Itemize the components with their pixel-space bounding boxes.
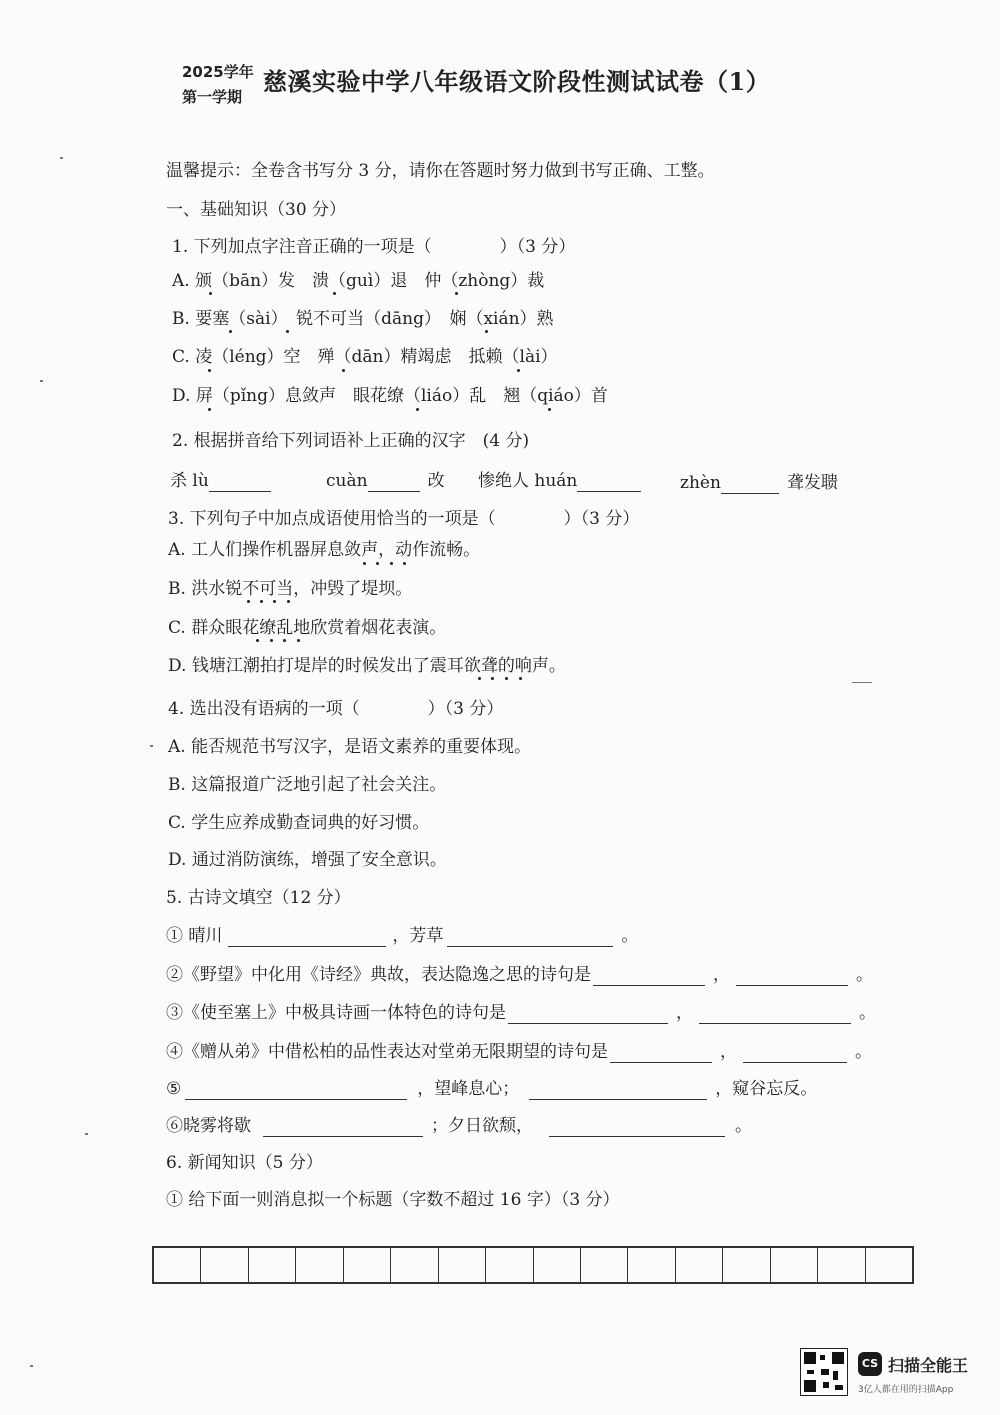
grid-cell[interactable] — [439, 1248, 486, 1282]
poem-blank[interactable] — [529, 1081, 707, 1100]
emphasis-dot — [287, 600, 290, 603]
qr-code-icon — [800, 1348, 848, 1396]
poem-blank[interactable] — [185, 1081, 407, 1100]
poem-line-3-mid: ， — [676, 1003, 693, 1023]
page-title: 慈溪实验中学八年级语文阶段性测试试卷（1） — [263, 67, 771, 96]
emphasis-dot — [403, 562, 406, 565]
question-6-stem: 6. 新闻知识（5 分） — [166, 1153, 323, 1173]
emphasis-dot — [208, 408, 211, 411]
poem-line-4-text: ④《赠从弟》中借松柏的品性表达对堂弟无限期望的诗句是 — [166, 1042, 608, 1062]
q2-item-1-blank[interactable] — [209, 473, 271, 492]
grid-cell[interactable] — [391, 1248, 438, 1282]
emphasis-dot — [376, 562, 379, 565]
emphasis-dot — [333, 292, 336, 295]
grid-cell[interactable] — [344, 1248, 391, 1282]
poem-blank[interactable] — [549, 1118, 725, 1137]
poem-line-6-mid: ；夕日欲颓， — [431, 1116, 533, 1136]
emphasis-dot — [416, 408, 419, 411]
grid-cell[interactable] — [628, 1248, 675, 1282]
emphasis-dot — [548, 408, 551, 411]
question-4-option-d: D. 通过消防演练，增强了安全意识。 — [168, 850, 447, 870]
question-1-option-a: A. 颁（bān）发 溃（guì）退 仲（zhòng）裁 — [172, 271, 545, 291]
poem-blank[interactable] — [447, 928, 613, 947]
scan-speck — [60, 157, 63, 159]
question-6-sub-1: ① 给下面一则消息拟一个标题（字数不超过 16 字）（3 分） — [166, 1190, 620, 1210]
scan-speck — [85, 1133, 88, 1135]
emphasis-dot — [390, 562, 393, 565]
poem-line-6-end: 。 — [735, 1116, 752, 1136]
poem-line-2-end: 。 — [856, 965, 873, 985]
poem-line-3 — [166, 1002, 876, 1024]
emphasis-dot — [517, 369, 520, 372]
term-semester: 第一学期 — [182, 88, 243, 106]
poem-line-4-mid: ， — [720, 1042, 737, 1062]
question-1-stem: 1. 下列加点字注音正确的一项是（ ）（3 分） — [172, 237, 576, 257]
question-2-stem: 2. 根据拼音给下列词语补上正确的汉字 (4 分) — [172, 431, 530, 451]
grid-cell[interactable] — [771, 1248, 818, 1282]
scanner-watermark — [800, 1348, 980, 1400]
q2-item-4-post: 聋发聩 — [786, 473, 838, 493]
emphasis-dot — [478, 677, 481, 680]
grid-cell[interactable] — [201, 1248, 248, 1282]
poem-blank[interactable] — [736, 967, 848, 986]
poem-line-1-mid: ，芳草 — [392, 926, 444, 946]
q2-item-2-blank[interactable] — [368, 473, 420, 492]
question-3-option-d: D. 钱塘江潮拍打堤岸的时候发出了震耳欲聋的响声。 — [168, 656, 566, 676]
emphasis-dot — [505, 677, 508, 680]
question-3-option-b: B. 洪水锐不可当，冲毁了堤坝。 — [168, 579, 413, 599]
poem-line-5-text: ⑤ — [166, 1079, 182, 1099]
scan-speck — [30, 1365, 33, 1367]
emphasis-dot — [283, 639, 286, 642]
question-1-option-d: D. 屏（pǐng）息敛声 眼花缭（liáo）乱 翘（qiáo）首 — [172, 386, 608, 406]
emphasis-dot — [256, 639, 259, 642]
emphasis-dot — [270, 639, 273, 642]
q2-item-3-pre: 惨绝人 huán — [478, 471, 578, 491]
emphasis-dot — [491, 677, 494, 680]
emphasis-dot — [208, 369, 211, 372]
question-2-item — [170, 470, 271, 492]
emphasis-dot — [286, 330, 289, 333]
poem-blank[interactable] — [593, 967, 705, 986]
scanner-tagline: 3亿人都在用的扫描App — [858, 1385, 954, 1395]
grid-cell[interactable] — [296, 1248, 343, 1282]
question-1-option-c: C. 凌（léng）空 殚（dān）精竭虑 抵赖（lài） — [172, 347, 558, 367]
emphasis-dot — [209, 292, 212, 295]
poem-line-1-text: ① 晴川 — [166, 926, 223, 946]
poem-line-6 — [166, 1115, 752, 1137]
camscanner-logo-icon: CS — [858, 1352, 882, 1376]
question-3-option-a: A. 工人们操作机器屏息敛声，动作流畅。 — [168, 540, 481, 560]
question-3-stem: 3. 下列句子中加点成语使用恰当的一项是（ ）（3 分） — [168, 509, 640, 529]
grid-cell[interactable] — [534, 1248, 581, 1282]
emphasis-dot — [519, 677, 522, 680]
headline-answer-grid — [152, 1246, 914, 1284]
q2-item-1-pinyin: 杀 lù — [170, 471, 209, 491]
q2-item-4-pre: zhèn — [680, 473, 721, 493]
q2-item-2-pre: cuàn — [326, 471, 368, 491]
grid-cell[interactable] — [676, 1248, 723, 1282]
q2-item-2-post: 改 — [427, 471, 445, 491]
emphasis-dot — [363, 562, 366, 565]
scan-speck — [852, 682, 872, 683]
poem-blank[interactable] — [508, 1005, 668, 1024]
emphasis-dot — [297, 639, 300, 642]
grid-cell[interactable] — [249, 1248, 296, 1282]
question-2-item — [478, 470, 641, 492]
scan-speck — [40, 380, 43, 382]
poem-blank[interactable] — [610, 1044, 712, 1063]
grid-cell[interactable] — [581, 1248, 628, 1282]
grid-cell[interactable] — [818, 1248, 865, 1282]
scanner-brand: 扫描全能王 — [888, 1356, 969, 1375]
section-heading: 一、基础知识（30 分） — [166, 200, 347, 220]
emphasis-dot — [273, 600, 276, 603]
poem-line-3-end: 。 — [859, 1003, 876, 1023]
poem-blank[interactable] — [699, 1005, 851, 1024]
scan-speck — [150, 745, 153, 747]
poem-line-5-mid: ，望峰息心； — [417, 1079, 520, 1099]
poem-line-3-text: ③《使至塞上》中极具诗画一体特色的诗句是 — [166, 1003, 506, 1023]
poem-blank[interactable] — [743, 1044, 847, 1063]
poem-line-2-mid: ， — [713, 965, 730, 985]
term-year: 2025学年 — [182, 63, 254, 81]
grid-cell[interactable] — [723, 1248, 770, 1282]
poem-line-1 — [166, 925, 638, 947]
question-2-item — [680, 472, 838, 494]
emphasis-dot — [455, 292, 458, 295]
grid-cell[interactable] — [486, 1248, 533, 1282]
question-4-option-a: A. 能否规范书写汉字，是语文素养的重要体现。 — [168, 737, 532, 757]
poem-line-2 — [166, 964, 873, 986]
question-4-option-b: B. 这篇报道广泛地引起了社会关注。 — [168, 775, 447, 795]
question-4-stem: 4. 选出没有语病的一项（ ）（3 分） — [168, 699, 504, 719]
question-5-stem: 5. 古诗文填空（12 分） — [166, 888, 351, 908]
question-2-item — [326, 470, 445, 492]
emphasis-dot — [229, 330, 232, 333]
notice: 温馨提示：全卷含书写分 3 分，请你在答题时努力做到书写正确、工整。 — [166, 161, 715, 181]
emphasis-dot — [342, 369, 345, 372]
poem-line-4-end: 。 — [855, 1042, 872, 1062]
poem-line-2-text: ②《野望》中化用《诗经》典故，表达隐逸之思的诗句是 — [166, 965, 591, 985]
grid-cell[interactable] — [154, 1248, 201, 1282]
question-3-option-c: C. 群众眼花缭乱地欣赏着烟花表演。 — [168, 618, 447, 638]
poem-line-6-text: ⑥晓雾将歇 — [166, 1116, 251, 1136]
emphasis-dot — [260, 600, 263, 603]
poem-blank[interactable] — [263, 1118, 423, 1137]
q2-item-4-blank[interactable] — [721, 475, 779, 494]
emphasis-dot — [247, 600, 250, 603]
q2-item-3-blank[interactable] — [577, 473, 641, 492]
emphasis-dot — [485, 330, 488, 333]
question-1-option-b: B. 要塞（sài） 锐不可当（dāng） 娴（xián）熟 — [172, 309, 554, 329]
poem-line-4 — [166, 1041, 872, 1063]
question-4-option-c: C. 学生应养成勤查词典的好习惯。 — [168, 813, 430, 833]
poem-line-5-end: ，窥谷忘反。 — [715, 1079, 818, 1099]
poem-line-5 — [166, 1078, 817, 1100]
poem-line-1-end: 。 — [621, 926, 639, 946]
poem-blank[interactable] — [228, 928, 386, 947]
grid-cell[interactable] — [866, 1248, 912, 1282]
